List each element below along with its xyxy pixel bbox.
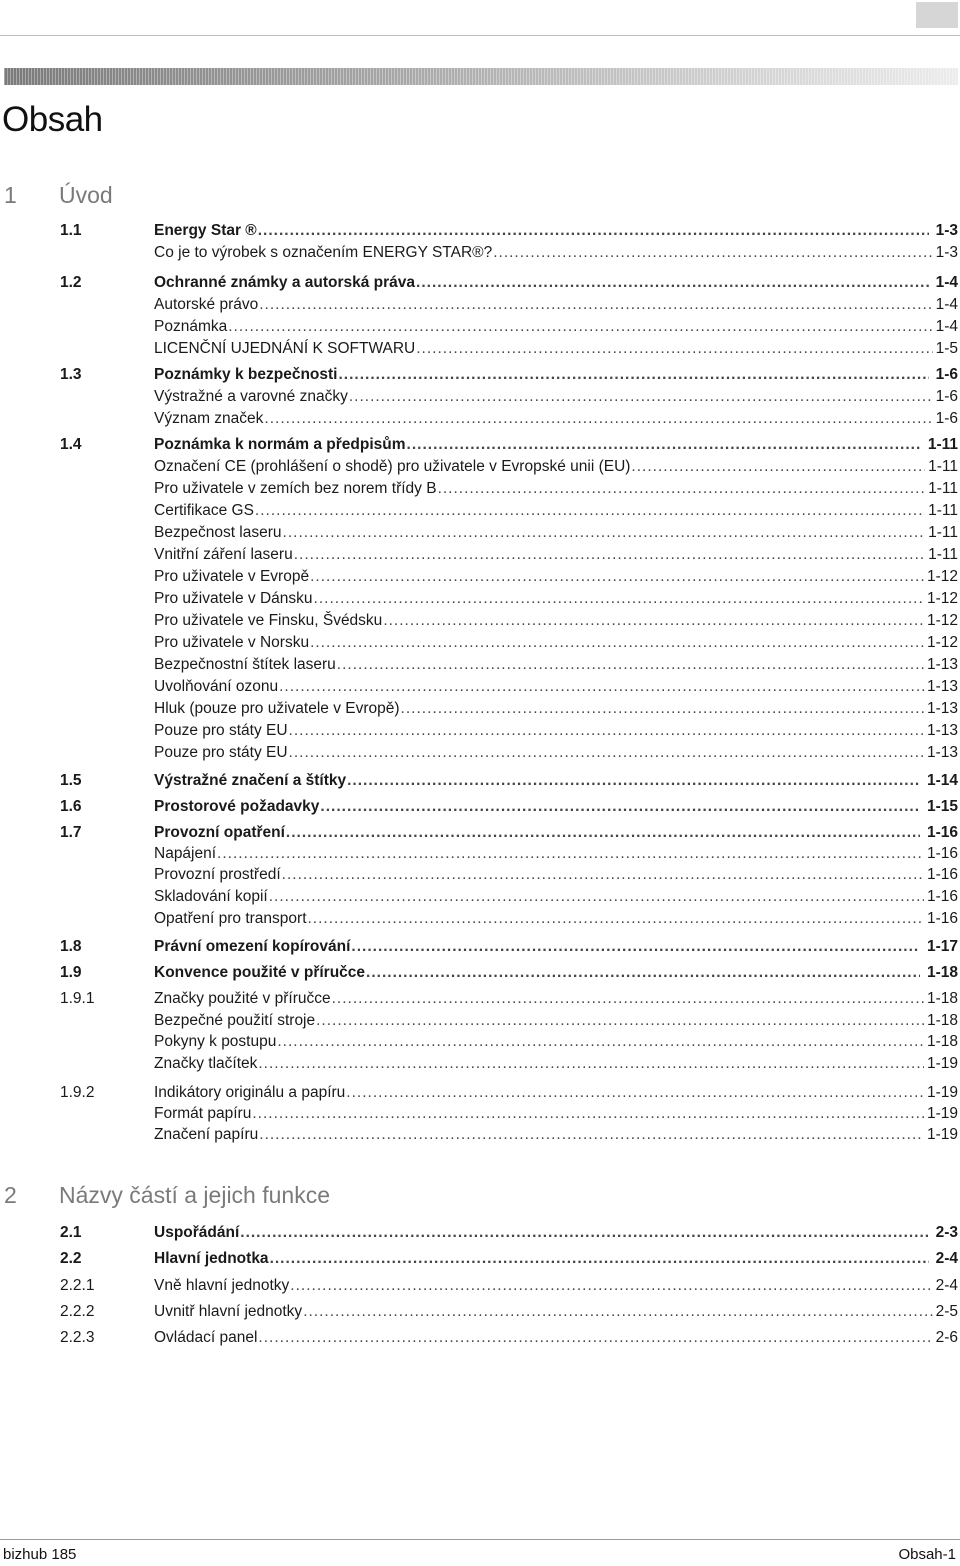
toc-entry-title: Skladování kopií xyxy=(154,888,268,905)
toc-entry-title: Uvnitř hlavní jednotky xyxy=(154,1303,303,1320)
toc-entry-page: 1-11 xyxy=(928,502,958,519)
toc-dot-leader xyxy=(290,1275,932,1297)
toc-entry-page: 1-3 xyxy=(935,244,958,261)
toc-entry[interactable] xyxy=(60,796,958,818)
toc-entry-page: 1-12 xyxy=(926,612,958,629)
toc-entry[interactable] xyxy=(60,1327,958,1349)
toc-entry[interactable] xyxy=(60,988,958,1010)
toc-entry[interactable] xyxy=(60,962,958,984)
toc-entry-page: 1-18 xyxy=(926,964,958,981)
toc-entry-title: Poznámka xyxy=(154,318,228,335)
toc-entry-title: Provozní prostředí xyxy=(154,866,281,883)
toc-entry-page: 1-13 xyxy=(926,744,958,761)
page-title: Obsah xyxy=(2,100,103,139)
toc-dot-leader xyxy=(277,1031,924,1053)
toc-entry-title: Napájení xyxy=(154,845,217,862)
toc-entry-page: 1-13 xyxy=(926,700,958,717)
toc-dot-leader xyxy=(308,908,924,930)
toc-dot-leader xyxy=(320,796,920,818)
toc-entry[interactable] xyxy=(60,478,958,500)
toc-entry-page: 1-11 xyxy=(928,546,958,563)
toc-entry-title: LICENČNÍ UJEDNÁNÍ K SOFTWARU xyxy=(154,340,416,357)
toc-entry-page: 1-16 xyxy=(926,845,958,862)
toc-dot-leader xyxy=(259,1124,924,1146)
toc-dot-leader xyxy=(416,338,932,360)
toc-entry-number: 1.5 xyxy=(60,772,82,789)
toc-entry-number: 1.9 xyxy=(60,964,82,981)
toc-entry-title: Pouze pro státy EU xyxy=(154,744,288,761)
chapter-number: 2 xyxy=(4,1182,17,1208)
toc-dot-leader xyxy=(303,1301,932,1323)
toc-entry-page: 1-16 xyxy=(926,866,958,883)
toc-entry-page: 1-11 xyxy=(928,458,958,475)
toc-entry-title: Pro uživatele v Evropě xyxy=(154,568,310,585)
toc-entry-title: Hluk (pouze pro uživatele v Evropě) xyxy=(154,700,400,717)
toc-entry-title: Opatření pro transport xyxy=(154,910,307,927)
toc-entry[interactable] xyxy=(60,720,958,742)
toc-dot-leader xyxy=(289,720,924,742)
toc-dot-leader xyxy=(283,522,926,544)
toc-entry-title: Pro uživatele v zemích bez norem třídy B xyxy=(154,480,437,497)
toc-entry-title: Ochranné známky a autorská práva xyxy=(154,274,416,291)
toc-entry-page: 1-19 xyxy=(926,1055,958,1072)
toc-dot-leader xyxy=(258,1053,924,1075)
toc-entry-page: 1-12 xyxy=(926,590,958,607)
toc-entry-page: 1-5 xyxy=(935,340,958,357)
toc-entry[interactable] xyxy=(60,698,958,720)
toc-entry-title: Poznámka k normám a předpisům xyxy=(154,436,406,453)
toc-entry-title: Pouze pro státy EU xyxy=(154,722,288,739)
toc-dot-leader xyxy=(217,843,924,865)
toc-dot-leader xyxy=(407,434,921,456)
toc-dot-leader xyxy=(349,386,933,408)
toc-entry[interactable] xyxy=(60,566,958,588)
toc-entry-number: 2.2.3 xyxy=(60,1329,95,1346)
toc-dot-leader xyxy=(310,566,924,588)
toc-entry[interactable] xyxy=(60,908,958,930)
toc-entry[interactable] xyxy=(60,364,958,386)
toc-entry[interactable] xyxy=(60,1124,958,1146)
toc-dot-leader xyxy=(316,1010,924,1032)
toc-entry-title: Autorské právo xyxy=(154,296,259,313)
toc-entry-title: Formát papíru xyxy=(154,1105,252,1122)
toc-dot-leader xyxy=(289,742,924,764)
toc-dot-leader xyxy=(438,478,926,500)
toc-entry-title: Uspořádání xyxy=(154,1224,240,1241)
toc-entry-page: 1-16 xyxy=(926,888,958,905)
footer-rule xyxy=(0,1539,960,1540)
toc-entry[interactable] xyxy=(60,434,958,456)
toc-dot-leader xyxy=(310,632,924,654)
toc-entry[interactable] xyxy=(60,386,958,408)
toc-entry[interactable] xyxy=(60,886,958,908)
toc-entry-title: Bezpečné použití stroje xyxy=(154,1012,316,1029)
toc-entry-title: Certifikace GS xyxy=(154,502,254,519)
toc-entry-title: Provozní opatření xyxy=(154,824,285,841)
toc-dot-leader xyxy=(346,1082,924,1104)
toc-entry-title: Pro uživatele ve Finsku, Švédsku xyxy=(154,612,383,629)
toc-entry[interactable] xyxy=(60,1010,958,1032)
toc-entry-page: 1-16 xyxy=(926,824,958,841)
toc-dot-leader xyxy=(259,294,932,316)
toc-entry[interactable] xyxy=(60,1222,958,1244)
toc-dot-leader xyxy=(631,456,925,478)
toc-entry-page: 1-19 xyxy=(926,1084,958,1101)
toc-dot-leader xyxy=(294,544,925,566)
toc-entry-page: 1-6 xyxy=(935,410,958,427)
toc-entry-page: 1-13 xyxy=(926,722,958,739)
toc-entry-number: 1.6 xyxy=(60,798,82,815)
toc-dot-leader xyxy=(314,588,924,610)
toc-entry-title: Vně hlavní jednotky xyxy=(154,1277,290,1294)
toc-entry[interactable] xyxy=(60,242,958,264)
toc-dot-leader xyxy=(338,364,928,386)
toc-dot-leader xyxy=(347,770,920,792)
toc-dot-leader xyxy=(416,272,929,294)
toc-entry-number: 1.4 xyxy=(60,436,82,453)
footer-product: bizhub 185 xyxy=(3,1546,77,1563)
toc-entry[interactable] xyxy=(60,588,958,610)
toc-entry-number: 1.2 xyxy=(60,274,82,291)
toc-entry[interactable] xyxy=(60,1082,958,1104)
toc-entry-title: Právní omezení kopírování xyxy=(154,938,351,955)
toc-entry[interactable] xyxy=(60,220,958,242)
toc-entry[interactable] xyxy=(60,338,958,360)
toc-entry[interactable] xyxy=(60,316,958,338)
toc-dot-leader xyxy=(269,886,924,908)
toc-entry-page: 2-4 xyxy=(935,1250,958,1267)
toc-entry[interactable] xyxy=(60,632,958,654)
toc-dot-leader xyxy=(258,1327,932,1349)
toc-entry-number: 2.2.2 xyxy=(60,1303,95,1320)
toc-dot-leader xyxy=(258,220,929,242)
toc-entry-page: 1-13 xyxy=(926,678,958,695)
toc-entry-title: Význam značek xyxy=(154,410,264,427)
toc-entry[interactable] xyxy=(60,843,958,865)
toc-entry-number: 1.3 xyxy=(60,366,82,383)
toc-dot-leader xyxy=(383,610,924,632)
toc-entry[interactable] xyxy=(60,1248,958,1270)
toc-entry-page: 1-19 xyxy=(926,1105,958,1122)
toc-entry-title: Značky použité v příručce xyxy=(154,990,331,1007)
toc-entry-title: Poznámky k bezpečnosti xyxy=(154,366,338,383)
toc-entry-title: Bezpečnost laseru xyxy=(154,524,282,541)
toc-entry-page: 1-13 xyxy=(926,656,958,673)
toc-entry-page: 1-12 xyxy=(926,634,958,651)
toc-entry[interactable] xyxy=(60,822,958,844)
toc-entry-title: Výstražné značení a štítky xyxy=(154,772,347,789)
toc-entry-page: 1-18 xyxy=(926,990,958,1007)
toc-entry-page: 1-16 xyxy=(926,910,958,927)
toc-entry-number: 1.8 xyxy=(60,938,82,955)
toc-entry-page: 1-18 xyxy=(926,1033,958,1050)
toc-entry-number: 1.7 xyxy=(60,824,82,841)
chapter-title: Úvod xyxy=(59,182,113,208)
toc-entry-title: Co je to výrobek s označením ENERGY STAR®? xyxy=(154,244,493,261)
toc-entry-page: 1-11 xyxy=(928,524,958,541)
toc-entry-page: 1-11 xyxy=(927,436,958,453)
toc-entry-number: 2.2.1 xyxy=(60,1277,95,1294)
toc-dot-leader xyxy=(270,1248,929,1270)
toc-entry[interactable] xyxy=(60,456,958,478)
toc-entry-page: 1-15 xyxy=(926,798,958,815)
toc-dot-leader xyxy=(252,1103,924,1125)
toc-entry[interactable] xyxy=(60,294,958,316)
toc-entry-title: Pro uživatele v Norsku xyxy=(154,634,310,651)
toc-entry[interactable] xyxy=(60,676,958,698)
toc-dot-leader xyxy=(286,822,920,844)
toc-entry[interactable] xyxy=(60,1031,958,1053)
toc-entry-title: Vnitřní záření laseru xyxy=(154,546,293,563)
toc-entry-title: Indikátory originálu a papíru xyxy=(154,1084,346,1101)
toc-dot-leader xyxy=(337,654,924,676)
toc-entry-title: Konvence použité v příručce xyxy=(154,964,366,981)
toc-entry-title: Značení papíru xyxy=(154,1126,259,1143)
toc-entry-title: Značky tlačítek xyxy=(154,1055,258,1072)
toc-dot-leader xyxy=(228,316,932,338)
toc-entry-title: Energy Star ® xyxy=(154,222,257,239)
toc-dot-leader xyxy=(351,936,920,958)
toc-dot-leader xyxy=(279,676,924,698)
toc-entry[interactable] xyxy=(60,864,958,886)
toc-entry-page: 1-11 xyxy=(928,480,958,497)
toc-entry-page: 2-4 xyxy=(935,1277,958,1294)
toc-entry-page: 1-12 xyxy=(926,568,958,585)
toc-dot-leader xyxy=(401,698,924,720)
toc-entry-title: Bezpečnostní štítek laseru xyxy=(154,656,336,673)
toc-entry-title: Prostorové požadavky xyxy=(154,798,320,815)
toc-entry-page: 1-14 xyxy=(926,772,958,789)
toc-entry-number: 2.2 xyxy=(60,1250,82,1267)
toc-entry[interactable] xyxy=(60,1053,958,1075)
toc-entry[interactable] xyxy=(60,770,958,792)
toc-entry-title: Pro uživatele v Dánsku xyxy=(154,590,313,607)
toc-entry-number: 1.1 xyxy=(60,222,82,239)
toc-entry-page: 2-3 xyxy=(935,1224,958,1241)
toc-entry-page: 2-5 xyxy=(935,1303,958,1320)
toc-entry[interactable] xyxy=(60,522,958,544)
toc-entry-page: 1-6 xyxy=(935,366,958,383)
toc-dot-leader xyxy=(366,962,920,984)
toc-entry-page: 1-3 xyxy=(935,222,958,239)
toc-entry-page: 1-6 xyxy=(935,388,958,405)
footer-page-number: Obsah-1 xyxy=(898,1546,956,1563)
toc-entry[interactable] xyxy=(60,1103,958,1125)
toc-entry-title: Ovládací panel xyxy=(154,1329,258,1346)
toc-entry-page: 1-17 xyxy=(926,938,958,955)
toc-dot-leader xyxy=(332,988,924,1010)
toc-entry-title: Označení CE (prohlášení o shodě) pro uživatele v Evropské unii (EU) xyxy=(154,458,631,475)
toc-entry[interactable] xyxy=(60,1275,958,1297)
toc-dot-leader xyxy=(264,408,932,430)
toc-entry-page: 1-4 xyxy=(935,274,958,291)
toc-entry[interactable] xyxy=(60,742,958,764)
toc-dot-leader xyxy=(255,500,925,522)
chapter-title: Názvy částí a jejich funkce xyxy=(59,1182,331,1208)
toc-entry-title: Pokyny k postupu xyxy=(154,1033,277,1050)
toc-entry[interactable] xyxy=(60,1301,958,1323)
toc-entry-number: 1.9.2 xyxy=(60,1084,95,1101)
toc-entry-page: 1-4 xyxy=(935,296,958,313)
toc-entry-title: Hlavní jednotka xyxy=(154,1250,269,1267)
toc-dot-leader xyxy=(282,864,924,886)
toc-entry-number: 1.9.1 xyxy=(60,990,95,1007)
toc-entry-number: 2.1 xyxy=(60,1224,82,1241)
toc-entry[interactable] xyxy=(60,610,958,632)
toc-entry[interactable] xyxy=(60,654,958,676)
toc-entry-page: 1-4 xyxy=(935,318,958,335)
toc-entry-title: Uvolňování ozonu xyxy=(154,678,279,695)
toc-entry-page: 2-6 xyxy=(935,1329,958,1346)
toc-entry[interactable] xyxy=(60,272,958,294)
chapter-number: 1 xyxy=(4,182,17,208)
toc-entry-page: 1-19 xyxy=(926,1126,958,1143)
toc-entry[interactable] xyxy=(60,936,958,958)
toc-entry[interactable] xyxy=(60,408,958,430)
toc-entry-page: 1-18 xyxy=(926,1012,958,1029)
toc-entry[interactable] xyxy=(60,544,958,566)
toc-entry-title: Výstražné a varovné značky xyxy=(154,388,348,405)
toc-entry[interactable] xyxy=(60,500,958,522)
toc-dot-leader xyxy=(240,1222,928,1244)
toc-dot-leader xyxy=(493,242,932,264)
